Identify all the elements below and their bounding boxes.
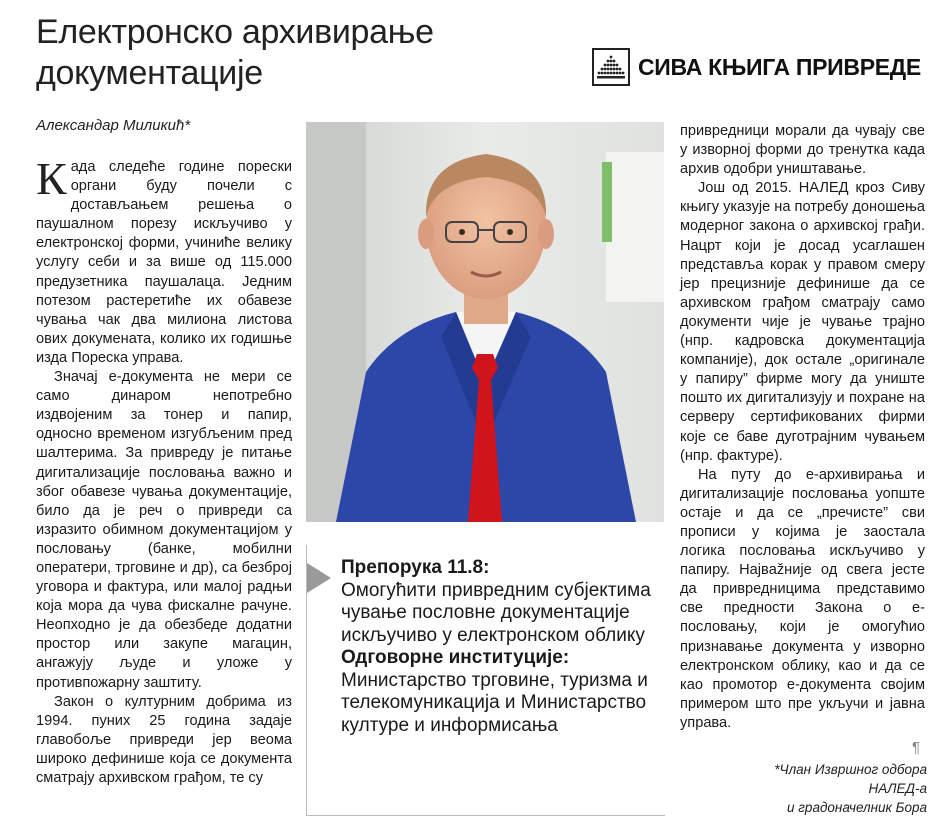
callout-arrow-icon bbox=[307, 563, 331, 593]
paragraph-1 bbox=[36, 153, 292, 368]
title-line-2: документације bbox=[36, 54, 263, 92]
logo-text: СИВА КЊИГА ПРИВРЕДЕ bbox=[638, 53, 921, 80]
recommendation-callout bbox=[306, 545, 665, 816]
footnote-line-1: *Члан Извршног одбора bbox=[774, 762, 927, 777]
author-footnote bbox=[667, 760, 927, 817]
drop-cap: К bbox=[36, 153, 67, 204]
callout-body: Омогућити привредним субјектима чување пословне документације искључиво у електронском облику bbox=[341, 579, 651, 646]
siva-knjiga-logo bbox=[592, 46, 932, 88]
title-line-1: Електронско архивирање bbox=[36, 13, 434, 51]
article-column-3 bbox=[680, 122, 925, 733]
paragraph-2: Значај е-документа не мери се само динаром непотребно издвојеним за тонер и папир, односно временом изгубљеним пред шалтерима. За привреду је питање дигитализације пословања важно и због обавезе чувања документације, било да је реч о привреди са изразито обимном документацијом у пословању (банке, мобилни оператери, трговине и др), са безброј уговора и фактура, или малој радњи која мора да чува фискалне рачуне. Неопходно је да обезбеде додатни простор или закупе магацин, ангажују људе и уложе у противпожарну заштиту. bbox=[36, 369, 292, 691]
footnote-line-3: и градоначелник Бора bbox=[787, 800, 927, 815]
callout-institutions-label: Одговорне институције: bbox=[341, 647, 570, 668]
article-column-1 bbox=[36, 153, 292, 788]
paragraph-6: На путу до е-архивирања и дигитализације пословања уопште остаје и да се „пречисте” сви прописи у којима је заостала логика пословања искључиво у папиру. Највažније од свега јесте да привредницима представимо све предности Закона о е-пословању, који је омогућио признавање документа у изворно електронском облику, као и да се као промотор е-документа својим примером што пре укључи и јавна управа. bbox=[680, 466, 925, 731]
author-byline: Александар Миликић* bbox=[36, 117, 191, 134]
callout-text bbox=[341, 557, 661, 737]
author-portrait-photo bbox=[306, 122, 664, 522]
paragraph-1-text: ада следеће године порески органи буду почели с достављањем решења о паушалном порезу искључиво у електронској форми, учиниће велику услугу себи и за више од 115.000 предузетника паушалаца. Једним потезом растеретиће их обавезе чувања чак два милиона листова ових докумената, колико их годишње изда Пореска управа. bbox=[36, 159, 292, 366]
pilcrow-mark: ¶ bbox=[912, 739, 921, 756]
callout-institutions: Министарство трговине, туризма и телекомуникација и Министарство културе и информисања bbox=[341, 669, 648, 736]
article-title bbox=[36, 12, 556, 94]
logo-emblem-icon bbox=[592, 48, 630, 86]
paragraph-5: Још од 2015. НАЛЕД кроз Сиву књигу указује на потребу доношења модерног закона о архивској грађи. Нацрт који је досад усаглашен представља корак у правом смеру јер прецизније дефинише да се архивском грађом сматрају само документи чије је чување трајно (нпр. кадровска документација компаније), док остале „оригинале у папиру” фирме могу да униште пошто их дигитализују и похране на серверу сертификованих фирми које се баве дуготрајним чувањем (нпр. фактуре). bbox=[680, 180, 925, 464]
footnote-line-2: НАЛЕД-а bbox=[868, 781, 927, 796]
callout-heading: Препорука 11.8: bbox=[341, 557, 490, 578]
paragraph-4: привредници морали да чувају све у изворној форми до тренутка када архив одобри уништавање. bbox=[680, 123, 925, 178]
paragraph-3: Закон о културним добрима из 1994. пуних 25 година задаје главобоље привреди јер веома широко дефинише која се документа сматрају архивском грађом, те су bbox=[36, 693, 292, 786]
